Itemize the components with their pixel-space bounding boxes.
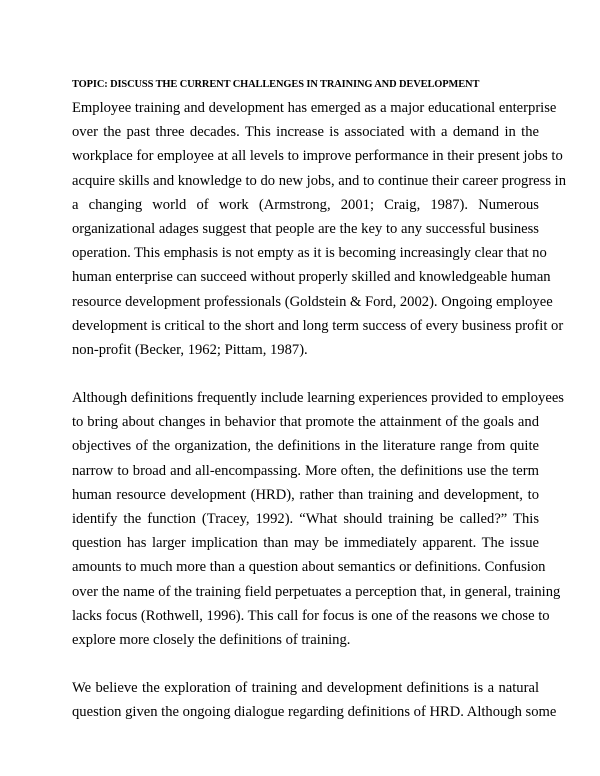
text-line: over the name of the training field perpetuates a perception that, in general, training xyxy=(72,583,561,600)
text-line: human enterprise can succeed without properly skilled and knowledgeable human xyxy=(72,269,551,286)
text-line: question has larger implication than may be immediately apparent. The issue xyxy=(72,535,539,552)
text-line: operation. This emphasis is not empty as it is becoming increasingly clear that no xyxy=(72,245,547,262)
text-line: Employee training and development has emerged as a major educational enterprise xyxy=(72,100,557,116)
text-line: explore more closely the definitions of training. xyxy=(72,631,351,648)
paragraph-1 xyxy=(72,96,567,362)
document-page xyxy=(72,78,567,725)
text-line: human resource development (HRD), rather than training and development, to xyxy=(72,486,539,503)
text-line: acquire skills and knowledge to do new jobs, and to continue their career progress in xyxy=(72,172,567,189)
text-line: workplace for employee at all levels to improve performance in their present jobs to xyxy=(72,148,563,165)
text-line: identify the function (Tracey, 1992). “What should training be called?” This xyxy=(72,511,539,527)
topic-heading: TOPIC: DISCUSS THE CURRENT CHALLENGES IN TRAINING AND DEVELOPMENT xyxy=(72,79,480,90)
text-line: organizational adages suggest that people are the key to any successful business xyxy=(72,220,539,237)
text-line: resource development professionals (Goldstein & Ford, 2002). Ongoing employee xyxy=(72,293,553,310)
text-line: Although definitions frequently include learning experiences provided to employees xyxy=(72,390,564,407)
text-line: to bring about changes in behavior that promote the attainment of the goals and xyxy=(72,414,539,431)
text-line: We believe the exploration of training and development definitions is a natural xyxy=(72,680,539,697)
text-line: non-profit (Becker, 1962; Pittam, 1987). xyxy=(72,341,308,358)
paragraph-3 xyxy=(72,676,557,724)
text-line: amounts to much more than a question about semantics or definitions. Confusion xyxy=(72,559,546,576)
text-line: a changing world of work (Armstrong, 2001; Craig, 1987). Numerous xyxy=(72,196,539,213)
text-line: narrow to broad and all-encompassing. More often, the definitions use the term xyxy=(72,462,539,479)
paragraph-2 xyxy=(72,386,564,652)
text-line: lacks focus (Rothwell, 1996). This call for focus is one of the reasons we chose to xyxy=(72,607,550,624)
text-line: objectives of the organization, the definitions in the literature range from quite xyxy=(72,438,539,455)
text-line: question given the ongoing dialogue regarding definitions of HRD. Although some xyxy=(72,704,557,721)
text-line: development is critical to the short and long term success of every business profit or xyxy=(72,317,564,334)
text-line: over the past three decades. This increase is associated with a demand in the xyxy=(72,124,539,141)
